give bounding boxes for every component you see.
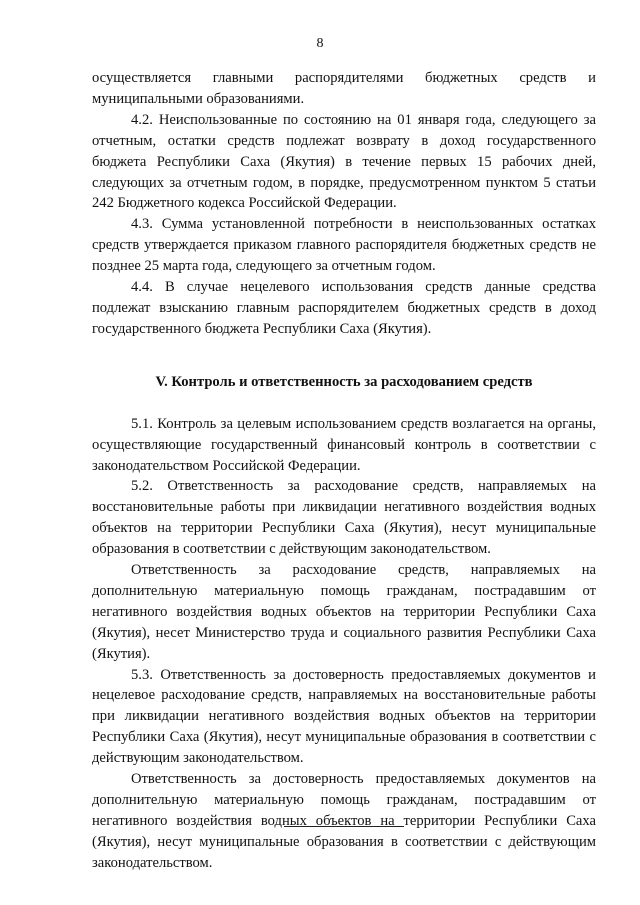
footer-divider	[284, 826, 404, 827]
paragraph-5-1: 5.1. Контроль за целевым использованием средств возлагается на органы, осуществляющие государственный финансовый контроль в соответствии с законодательством Российской Федерации.	[92, 415, 596, 474]
paragraph-5-3: 5.3. Ответственность за достоверность предоставляемых документов и нецелевое расходование средств, направляемых на восстановительные работы при ликвидации негативного воздействия водных объектов на территории Республики Саха (Якутия), несут муниципальные образования в соответствии с действующим законодательством.	[92, 666, 596, 767]
paragraph-4-2: 4.2. Неиспользованные по состоянию на 01 января года, следующего за отчетным, остатки средств подлежат возврату в доход государственного бюджета Республики Саха (Якутия) в течение первых 15 рабочих дней, следующих за отчетным годом, в порядке, предусмотренном пунктом 5 статьи 242 Бюджетного кодекса Российской Федерации.	[92, 111, 596, 212]
paragraph-5-2: 5.2. Ответственность за расходование средств, направляемых на восстановительные работы при ликвидации негативного воздействия водных объектов на территории Республики Саха (Якутия), несут муниципальные образования в соответствии с действующим законодательством.	[92, 478, 596, 558]
paragraph-5-3-responsibility: Ответственность за достоверность предоставляемых документов на дополнительную материальную помощь гражданам, пострадавшим от негативного воздействия водных объектов на территории Республики Саха (Якутия), несут муниципальные образования в соответствии с действующим законодательством.	[92, 771, 596, 871]
section-heading: V. Контроль и ответственность за расходованием средств	[155, 373, 533, 390]
paragraph-4-3: 4.3. Сумма установленной потребности в неиспользованных остатках средств утверждается приказом главного распорядителя бюджетных средств не позднее 25 марта года, следующего за отчетным годом.	[92, 216, 596, 275]
paragraph-continuation: осуществляется главными распорядителями бюджетных средств и муниципальными образованиями.	[92, 70, 596, 107]
page-number: 8	[316, 36, 324, 51]
paragraph-4-4: 4.4. В случае нецелевого использования средств данные средства подлежат взысканию главным распорядителем бюджетных средств в доход государственного бюджета Республики Саха (Якутия).	[92, 279, 596, 337]
document-body	[92, 68, 596, 874]
paragraph-5-2-responsibility: Ответственность за расходование средств, направляемых на дополнительную материальную помощь гражданам, пострадавшим от негативного воздействия водных объектов на территории Республики Саха (Якутия), несет Министерство труда и социального развития Республики Саха (Якутия).	[92, 562, 596, 662]
